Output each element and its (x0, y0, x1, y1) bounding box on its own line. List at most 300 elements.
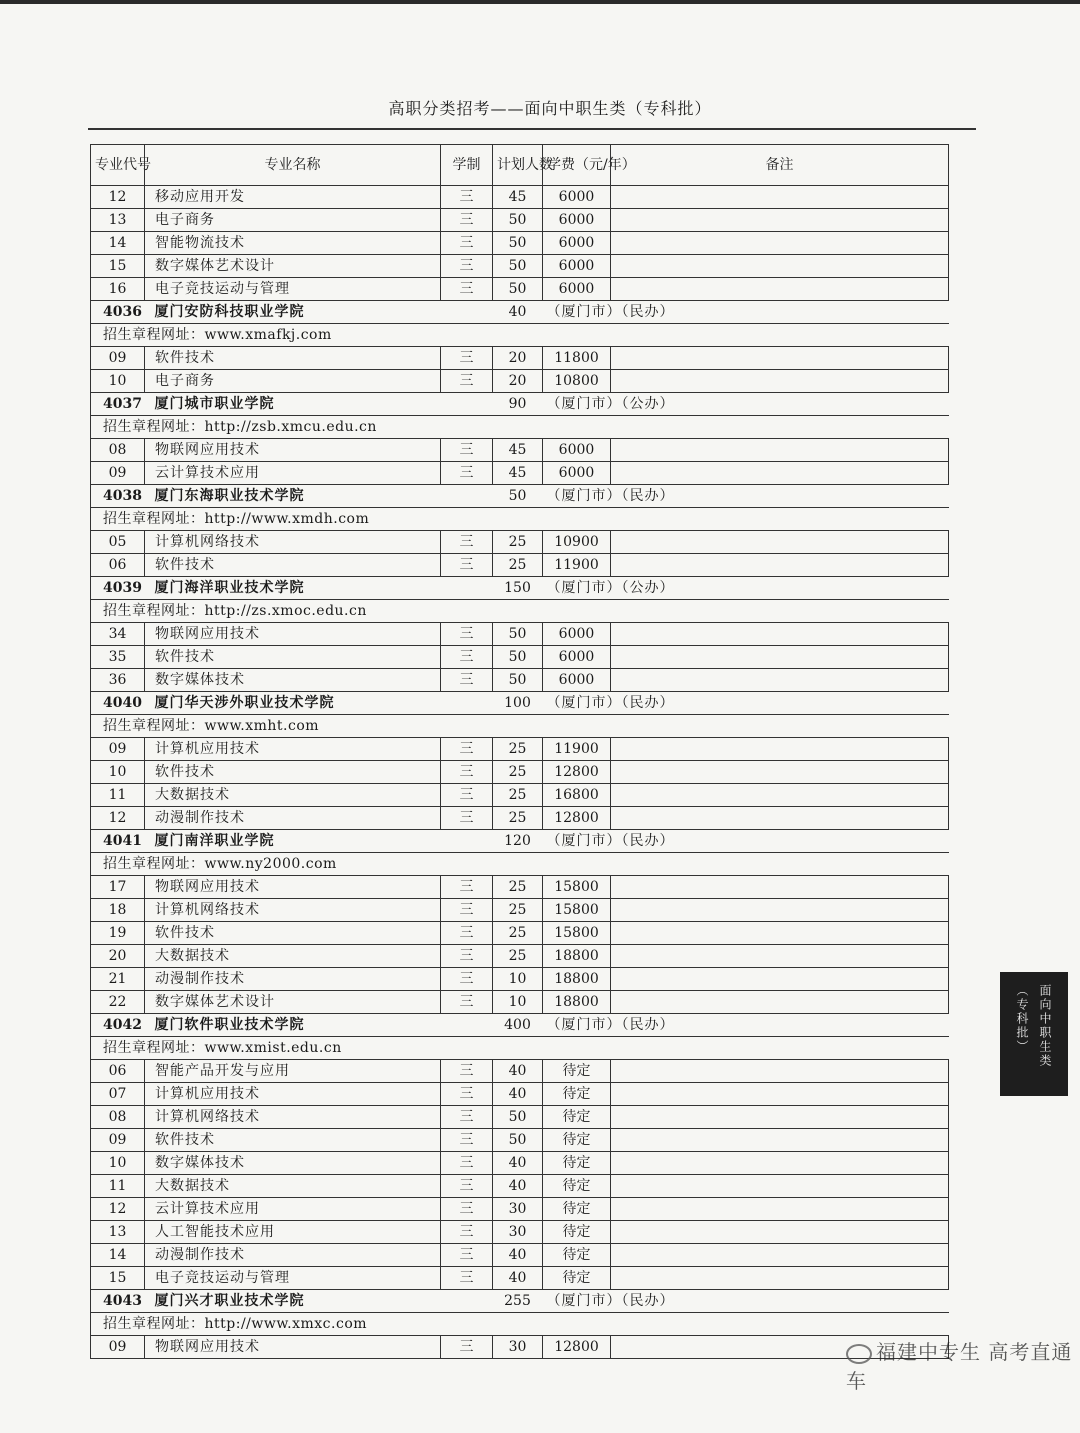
school-spacer (441, 1290, 493, 1313)
school-total: 150 (493, 577, 543, 600)
major-remark (611, 1244, 949, 1267)
major-fee: 6000 (543, 439, 611, 462)
table-row (91, 1244, 949, 1267)
major-years: 三 (441, 1106, 493, 1129)
major-years: 三 (441, 991, 493, 1014)
table-row (91, 1106, 949, 1129)
major-remark (611, 669, 949, 692)
major-name: 数字媒体技术 (145, 1152, 441, 1175)
major-remark (611, 899, 949, 922)
major-remark (611, 1060, 949, 1083)
major-fee: 6000 (543, 623, 611, 646)
major-remark (611, 255, 949, 278)
major-fee: 6000 (543, 232, 611, 255)
major-remark (611, 1083, 949, 1106)
school-total: 120 (493, 830, 543, 853)
major-fee: 15800 (543, 899, 611, 922)
major-name: 物联网应用技术 (145, 623, 441, 646)
school-name: 厦门华天涉外职业技术学院 (145, 692, 441, 715)
major-years: 三 (441, 1336, 493, 1359)
school-url: http://www.xmxc.com (204, 1316, 368, 1332)
school-row (91, 692, 949, 715)
major-name: 软件技术 (145, 761, 441, 784)
url-label: 招生章程网址： (103, 603, 205, 619)
major-years: 三 (441, 623, 493, 646)
school-url: http://zs.xmoc.edu.cn (204, 603, 367, 619)
major-fee: 6000 (543, 186, 611, 209)
major-name: 软件技术 (145, 554, 441, 577)
school-total: 255 (493, 1290, 543, 1313)
major-remark (611, 347, 949, 370)
table-body (91, 186, 949, 1359)
school-url-cell (91, 1313, 949, 1336)
major-code: 34 (91, 623, 145, 646)
major-code: 10 (91, 1152, 145, 1175)
major-code: 11 (91, 784, 145, 807)
major-name: 大数据技术 (145, 784, 441, 807)
major-name: 数字媒体艺术设计 (145, 255, 441, 278)
major-fee: 18800 (543, 991, 611, 1014)
major-fee: 待定 (543, 1083, 611, 1106)
side-tab-line-1: 面向中职生类 (1038, 984, 1052, 1068)
major-years: 三 (441, 462, 493, 485)
major-fee: 6000 (543, 646, 611, 669)
school-url: www.xmht.com (204, 718, 320, 734)
major-name: 大数据技术 (145, 945, 441, 968)
school-name: 厦门安防科技职业学院 (145, 301, 441, 324)
school-row (91, 1290, 949, 1313)
major-plan: 25 (493, 531, 543, 554)
major-fee: 待定 (543, 1129, 611, 1152)
major-fee: 10900 (543, 531, 611, 554)
table-row (91, 623, 949, 646)
school-info: （厦门市）（民办） (543, 301, 949, 324)
table-row (91, 991, 949, 1014)
table-row (91, 554, 949, 577)
major-fee: 15800 (543, 876, 611, 899)
major-years: 三 (441, 922, 493, 945)
major-years: 三 (441, 876, 493, 899)
major-code: 17 (91, 876, 145, 899)
major-remark (611, 646, 949, 669)
school-url-row (91, 715, 949, 738)
major-remark (611, 945, 949, 968)
school-total: 50 (493, 485, 543, 508)
major-remark (611, 1198, 949, 1221)
major-name: 移动应用开发 (145, 186, 441, 209)
major-name: 计算机网络技术 (145, 1106, 441, 1129)
watermark-text: 福建中专生 高考直通车 (846, 1340, 1073, 1393)
major-years: 三 (441, 439, 493, 462)
major-fee: 待定 (543, 1244, 611, 1267)
school-spacer (441, 830, 493, 853)
watermark (846, 1336, 1080, 1394)
major-plan: 45 (493, 439, 543, 462)
school-info: （厦门市）（民办） (543, 485, 949, 508)
school-name: 厦门南洋职业学院 (145, 830, 441, 853)
major-years: 三 (441, 255, 493, 278)
school-name: 厦门软件职业技术学院 (145, 1014, 441, 1037)
major-code: 09 (91, 347, 145, 370)
major-years: 三 (441, 1175, 493, 1198)
school-spacer (441, 692, 493, 715)
table-row (91, 646, 949, 669)
major-fee: 6000 (543, 462, 611, 485)
major-years: 三 (441, 1129, 493, 1152)
table-row (91, 1060, 949, 1083)
major-plan: 45 (493, 462, 543, 485)
major-remark (611, 232, 949, 255)
major-code: 12 (91, 807, 145, 830)
major-code: 09 (91, 738, 145, 761)
school-row (91, 301, 949, 324)
major-years: 三 (441, 1267, 493, 1290)
major-name: 云计算技术应用 (145, 462, 441, 485)
major-years: 三 (441, 899, 493, 922)
major-name: 动漫制作技术 (145, 807, 441, 830)
major-name: 人工智能技术应用 (145, 1221, 441, 1244)
major-fee: 16800 (543, 784, 611, 807)
major-code: 15 (91, 255, 145, 278)
major-remark (611, 876, 949, 899)
major-years: 三 (441, 1083, 493, 1106)
major-remark (611, 1175, 949, 1198)
major-fee: 6000 (543, 669, 611, 692)
major-remark (611, 807, 949, 830)
major-plan: 25 (493, 784, 543, 807)
url-label: 招生章程网址： (103, 327, 205, 343)
table-row (91, 945, 949, 968)
major-name: 计算机网络技术 (145, 899, 441, 922)
major-years: 三 (441, 1221, 493, 1244)
school-url-row (91, 600, 949, 623)
major-plan: 30 (493, 1336, 543, 1359)
table-header-row (91, 145, 949, 186)
major-fee: 待定 (543, 1175, 611, 1198)
table-row (91, 370, 949, 393)
major-years: 三 (441, 1244, 493, 1267)
school-url: http://www.xmdh.com (204, 511, 370, 527)
url-label: 招生章程网址： (103, 856, 205, 872)
side-tab-line-2: （专科批） (1015, 984, 1029, 1054)
major-remark (611, 186, 949, 209)
major-remark (611, 1152, 949, 1175)
school-code: 4040 (91, 692, 145, 715)
major-years: 三 (441, 669, 493, 692)
major-plan: 40 (493, 1175, 543, 1198)
major-name: 智能产品开发与应用 (145, 1060, 441, 1083)
school-row (91, 485, 949, 508)
school-url-cell (91, 853, 949, 876)
major-remark (611, 1221, 949, 1244)
major-name: 计算机应用技术 (145, 1083, 441, 1106)
major-name: 物联网应用技术 (145, 1336, 441, 1359)
major-remark (611, 439, 949, 462)
major-code: 12 (91, 1198, 145, 1221)
major-code: 06 (91, 1060, 145, 1083)
header-years: 学制 (441, 145, 493, 186)
major-plan: 30 (493, 1198, 543, 1221)
url-label: 招生章程网址： (103, 419, 205, 435)
table-row (91, 1083, 949, 1106)
major-remark (611, 370, 949, 393)
major-name: 计算机应用技术 (145, 738, 441, 761)
major-fee: 6000 (543, 209, 611, 232)
table-row (91, 784, 949, 807)
running-head: 高职分类招考——面向中职生类（专科批） (388, 99, 712, 118)
major-plan: 10 (493, 991, 543, 1014)
major-years: 三 (441, 761, 493, 784)
major-code: 11 (91, 1175, 145, 1198)
major-plan: 25 (493, 945, 543, 968)
major-plan: 50 (493, 209, 543, 232)
major-code: 21 (91, 968, 145, 991)
major-years: 三 (441, 347, 493, 370)
school-info: （厦门市）（民办） (543, 692, 949, 715)
major-plan: 45 (493, 186, 543, 209)
major-code: 14 (91, 232, 145, 255)
section-side-tab (1000, 972, 1068, 1096)
major-code: 08 (91, 1106, 145, 1129)
table-row (91, 1152, 949, 1175)
major-remark (611, 209, 949, 232)
school-name: 厦门城市职业学院 (145, 393, 441, 416)
admissions-table (90, 144, 949, 1359)
major-fee: 待定 (543, 1267, 611, 1290)
major-code: 16 (91, 278, 145, 301)
major-code: 06 (91, 554, 145, 577)
school-code: 4039 (91, 577, 145, 600)
major-name: 数字媒体艺术设计 (145, 991, 441, 1014)
major-code: 07 (91, 1083, 145, 1106)
school-url-cell (91, 600, 949, 623)
table-row (91, 1198, 949, 1221)
major-plan: 10 (493, 968, 543, 991)
header-rule (88, 128, 976, 130)
major-code: 14 (91, 1244, 145, 1267)
school-code: 4036 (91, 301, 145, 324)
major-code: 09 (91, 1336, 145, 1359)
table-row (91, 922, 949, 945)
major-years: 三 (441, 1060, 493, 1083)
school-code: 4038 (91, 485, 145, 508)
major-remark (611, 462, 949, 485)
major-remark (611, 531, 949, 554)
major-plan: 50 (493, 669, 543, 692)
major-remark (611, 278, 949, 301)
table-row (91, 255, 949, 278)
major-fee: 11800 (543, 347, 611, 370)
major-code: 18 (91, 899, 145, 922)
header-fee: 学费（元/年） (543, 145, 611, 186)
table-row (91, 1267, 949, 1290)
major-code: 35 (91, 646, 145, 669)
school-url-cell (91, 715, 949, 738)
major-name: 数字媒体技术 (145, 669, 441, 692)
major-remark (611, 761, 949, 784)
major-code: 13 (91, 209, 145, 232)
major-plan: 20 (493, 347, 543, 370)
major-fee: 11900 (543, 738, 611, 761)
major-plan: 30 (493, 1221, 543, 1244)
major-plan: 40 (493, 1083, 543, 1106)
major-years: 三 (441, 968, 493, 991)
school-row (91, 1014, 949, 1037)
url-label: 招生章程网址： (103, 1040, 205, 1056)
table-row (91, 761, 949, 784)
major-plan: 50 (493, 646, 543, 669)
major-fee: 10800 (543, 370, 611, 393)
school-url: www.ny2000.com (204, 856, 337, 872)
school-url-cell (91, 508, 949, 531)
major-code: 36 (91, 669, 145, 692)
school-url: http://zsb.xmcu.edu.cn (204, 419, 377, 435)
major-years: 三 (441, 370, 493, 393)
major-code: 20 (91, 945, 145, 968)
scan-top-edge (0, 0, 1080, 4)
major-fee: 6000 (543, 278, 611, 301)
major-plan: 40 (493, 1244, 543, 1267)
table-row (91, 738, 949, 761)
major-years: 三 (441, 186, 493, 209)
school-spacer (441, 1014, 493, 1037)
major-years: 三 (441, 784, 493, 807)
url-label: 招生章程网址： (103, 511, 205, 527)
school-total: 90 (493, 393, 543, 416)
major-remark (611, 738, 949, 761)
table-row (91, 1221, 949, 1244)
major-remark (611, 1267, 949, 1290)
major-years: 三 (441, 807, 493, 830)
table-row (91, 278, 949, 301)
major-code: 08 (91, 439, 145, 462)
school-info: （厦门市）（民办） (543, 830, 949, 853)
table-row (91, 669, 949, 692)
major-years: 三 (441, 209, 493, 232)
school-total: 40 (493, 301, 543, 324)
school-info: （厦门市）（民办） (543, 1014, 949, 1037)
major-remark (611, 968, 949, 991)
major-years: 三 (441, 232, 493, 255)
school-url-cell (91, 416, 949, 439)
major-name: 电子竞技运动与管理 (145, 278, 441, 301)
major-code: 12 (91, 186, 145, 209)
school-url-row (91, 853, 949, 876)
major-fee: 待定 (543, 1221, 611, 1244)
major-years: 三 (441, 646, 493, 669)
school-code: 4041 (91, 830, 145, 853)
major-name: 动漫制作技术 (145, 1244, 441, 1267)
major-code: 13 (91, 1221, 145, 1244)
school-total: 100 (493, 692, 543, 715)
wechat-icon (846, 1344, 872, 1364)
school-name: 厦门兴才职业技术学院 (145, 1290, 441, 1313)
school-row (91, 577, 949, 600)
school-url-cell (91, 1037, 949, 1060)
major-name: 云计算技术应用 (145, 1198, 441, 1221)
major-plan: 25 (493, 738, 543, 761)
school-name: 厦门东海职业技术学院 (145, 485, 441, 508)
major-plan: 40 (493, 1060, 543, 1083)
major-name: 软件技术 (145, 922, 441, 945)
major-fee: 12800 (543, 761, 611, 784)
major-plan: 50 (493, 1106, 543, 1129)
major-plan: 40 (493, 1152, 543, 1175)
major-plan: 50 (493, 232, 543, 255)
major-name: 电子商务 (145, 370, 441, 393)
url-label: 招生章程网址： (103, 718, 205, 734)
school-row (91, 393, 949, 416)
major-name: 计算机网络技术 (145, 531, 441, 554)
table-row (91, 462, 949, 485)
major-plan: 50 (493, 255, 543, 278)
table-row (91, 186, 949, 209)
major-fee: 待定 (543, 1060, 611, 1083)
school-code: 4042 (91, 1014, 145, 1037)
table-row (91, 347, 949, 370)
table-row (91, 209, 949, 232)
major-plan: 25 (493, 761, 543, 784)
table-row (91, 1129, 949, 1152)
major-code: 09 (91, 1129, 145, 1152)
major-fee: 待定 (543, 1152, 611, 1175)
major-fee: 待定 (543, 1198, 611, 1221)
school-url-row (91, 508, 949, 531)
school-url-row (91, 1313, 949, 1336)
school-info: （厦门市）（民办） (543, 1290, 949, 1313)
table-row (91, 232, 949, 255)
header-code: 专业代号 (91, 145, 145, 186)
major-name: 电子商务 (145, 209, 441, 232)
school-info: （厦门市）（公办） (543, 393, 949, 416)
major-name: 物联网应用技术 (145, 439, 441, 462)
major-plan: 20 (493, 370, 543, 393)
major-code: 15 (91, 1267, 145, 1290)
major-code: 22 (91, 991, 145, 1014)
major-plan: 25 (493, 922, 543, 945)
school-url: www.xmist.edu.cn (204, 1040, 342, 1056)
major-years: 三 (441, 531, 493, 554)
major-years: 三 (441, 278, 493, 301)
major-name: 电子竞技运动与管理 (145, 1267, 441, 1290)
major-remark (611, 554, 949, 577)
major-code: 09 (91, 462, 145, 485)
school-total: 400 (493, 1014, 543, 1037)
table-row (91, 1336, 949, 1359)
header-plan: 计划人数 (493, 145, 543, 186)
school-url-cell (91, 324, 949, 347)
table-row (91, 807, 949, 830)
major-name: 智能物流技术 (145, 232, 441, 255)
major-name: 软件技术 (145, 646, 441, 669)
major-years: 三 (441, 738, 493, 761)
school-url-row (91, 416, 949, 439)
header-name: 专业名称 (145, 145, 441, 186)
table-row (91, 899, 949, 922)
major-fee: 12800 (543, 1336, 611, 1359)
major-remark (611, 1129, 949, 1152)
table-row (91, 531, 949, 554)
school-row (91, 830, 949, 853)
major-fee: 18800 (543, 968, 611, 991)
major-remark (611, 784, 949, 807)
major-plan: 25 (493, 807, 543, 830)
major-remark (611, 623, 949, 646)
major-code: 10 (91, 761, 145, 784)
school-code: 4043 (91, 1290, 145, 1313)
major-fee: 15800 (543, 922, 611, 945)
major-plan: 40 (493, 1267, 543, 1290)
